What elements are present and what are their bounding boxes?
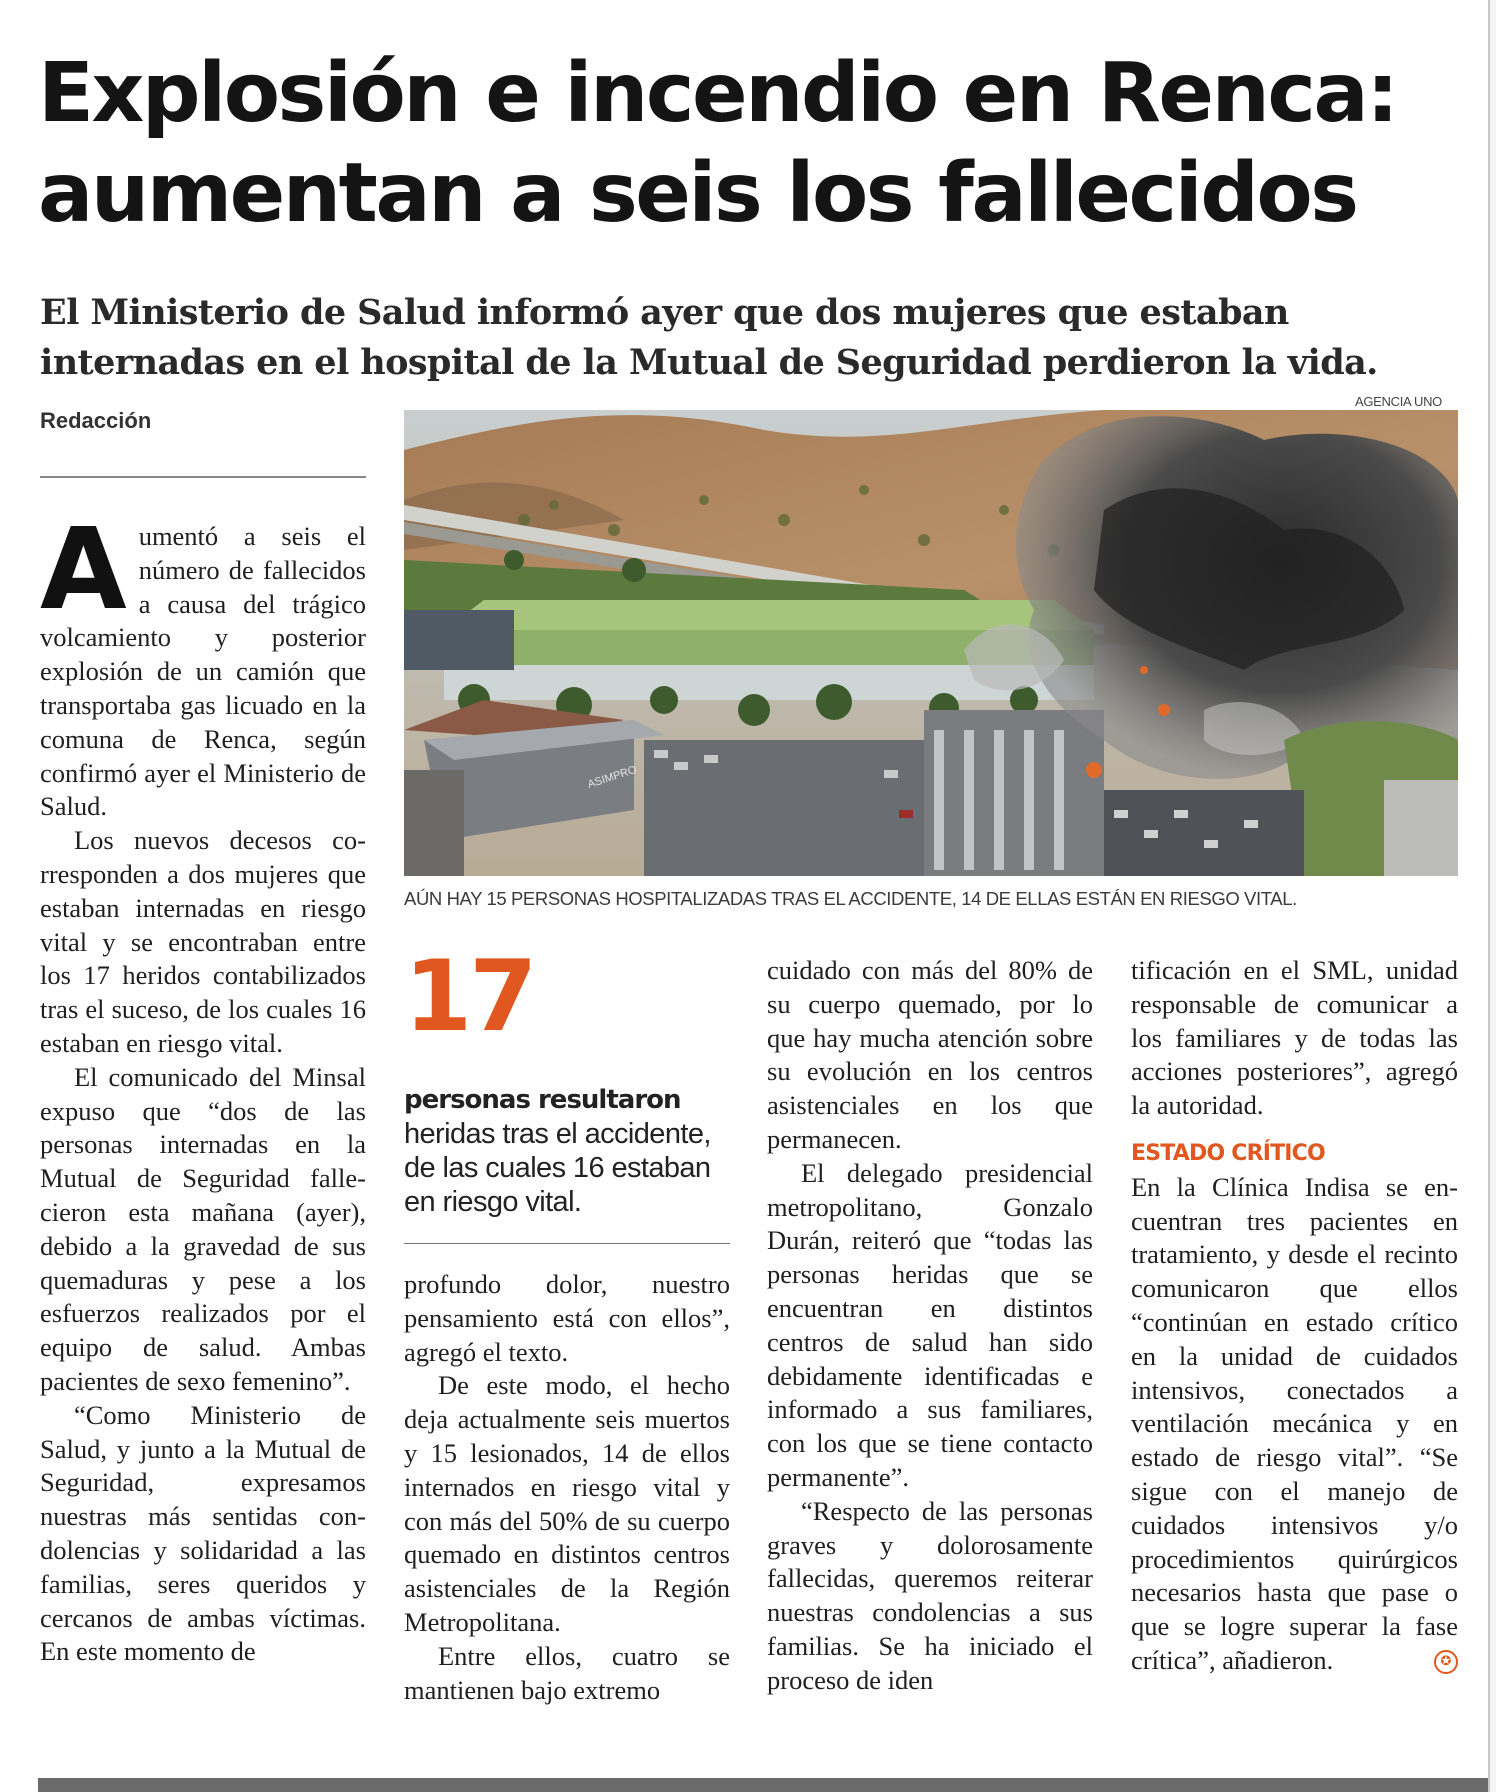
news-photo xyxy=(404,410,1458,876)
end-mark-icon: ✪ xyxy=(1434,1650,1458,1674)
building-sign: ASIMPRO xyxy=(586,763,639,791)
body-column-3 xyxy=(767,954,1093,1698)
lead-paragraph xyxy=(40,505,366,824)
stat-number: 17 xyxy=(404,940,535,1054)
stat-divider xyxy=(404,1243,730,1244)
page-edge xyxy=(1488,0,1496,1792)
paragraph: profundo dolor, nuestro pensamiento está con ellos”, agregó el texto. xyxy=(404,1269,730,1367)
body-column-1 xyxy=(40,505,366,1669)
paragraph-text: umentó a seis el número de fallecidos a causa del trágico volcamiento y posterior explosión de un camión que transportaba gas licuado en la comuna de Renca, según confirmó ayer el Ministerio de Salud. xyxy=(40,521,366,822)
paragraph: tificación en el SML, unidad responsable de comunicar a los familiares y de todas las acciones posteriores”, agregó la autoridad. xyxy=(1131,955,1458,1121)
deck-line-1: El Ministerio de Salud informó ayer que dos mujeres que estaban xyxy=(40,292,1289,333)
deck-subtitle xyxy=(40,288,1480,388)
stat-text xyxy=(404,1082,736,1219)
paragraph: “Respecto de las personas graves y dolorosamente fallecidas, queremos reiterar nuestras condolencias a sus familias. Se ha iniciado el proceso de iden xyxy=(767,1495,1093,1695)
paragraph: El comunicado del Minsal expuso que “dos de las personas internadas en la Mutual de Seguridad fallecieron esta mañana (ayer), debido a la gravedad de sus quemaduras y pese a los esfuerzos realizados por el equipo de salud. Ambas pacientes de sexo femenino”. xyxy=(40,1061,366,1396)
deck-line-2: internadas en el hospital de la Mutual de Seguridad perdieron la vida. xyxy=(40,342,1378,383)
photo-caption: AÚN HAY 15 PERSONAS HOSPITALIZADAS TRAS EL ACCIDENTE, 14 DE ELLAS ESTÁN EN RIESGO VITAL. xyxy=(404,888,1297,909)
byline: Redacción xyxy=(40,408,152,433)
section-subhead: ESTADO CRÍTICO xyxy=(1131,1140,1325,1166)
paragraph: “Como Ministerio de Salud, y junto a la Mutual de Seguridad, expresamos nuestras más sentidas condolencias y solidaridad a las familias, seres queridos y cercanos de ambas víctimas. En este momento de xyxy=(40,1399,366,1667)
stat-bold-text: personas resultaron xyxy=(404,1085,681,1115)
byline-divider xyxy=(40,476,366,478)
paragraph: Los nuevos decesos corresponden a dos mujeres que estaban internadas en riesgo vital y se encontraban entre los 17 heridos contabilizados tras el suceso, de los cuales 16 estaban en riesgo vital. xyxy=(40,825,366,1058)
aerial-fire-photo xyxy=(404,410,1458,876)
paragraph xyxy=(1131,1171,1458,1678)
headline-line-2: aumentan a seis los fallecidos xyxy=(38,146,1357,241)
photo-credit: AGENCIA UNO xyxy=(1355,394,1442,409)
paragraph: cuidado con más del 80% de su cuerpo quemado, por lo que hay mucha atención sobre su evolución en los centros asistenciales en los que permanecen. xyxy=(767,955,1093,1154)
bottom-divider-bar xyxy=(38,1778,1496,1792)
body-column-2 xyxy=(404,1268,730,1707)
paragraph: El delegado presidencial metropolitano, Gonzalo Durán, reiteró que “todas las personas heridas que se encuentran en distintos centros de salud han sido debidamente identificadas e informado a sus familiares, con los que se tiene contacto permanente”. xyxy=(767,1157,1093,1492)
headline xyxy=(38,44,1478,244)
paragraph: De este modo, el hecho deja actualmente seis muertos y 15 lesionados, 14 de ellos internados en riesgo vital y con más del 50% de su cuerpo quemado en distintos centros asistenciales de la Región Metropolitana. xyxy=(404,1370,730,1637)
body-column-4 xyxy=(1131,954,1458,1678)
paragraph-text: En la Clínica Indisa se encuentran tres pacientes en tratamiento, y desde el recinto comunicaron que ellos “continúan en estado crítico en la unidad de cuidados intensivos, conectados a ventilación mecánica y en estado de riesgo vital”. “Se sigue con el manejo de cuidados intensivos y/o procedimientos quirúrgicos necesarios hasta que pase o que se logre superar la fase crítica”, añadieron. xyxy=(1131,1171,1458,1675)
headline-line-1: Explosión e incendio en Renca: xyxy=(38,46,1397,141)
paragraph: Entre ellos, cuatro se mantienen bajo extremo xyxy=(404,1640,730,1705)
stat-body-text: heridas tras el accidente, de las cuales 16 estaban en riesgo vital. xyxy=(404,1118,711,1218)
drop-cap: A xyxy=(40,505,127,635)
